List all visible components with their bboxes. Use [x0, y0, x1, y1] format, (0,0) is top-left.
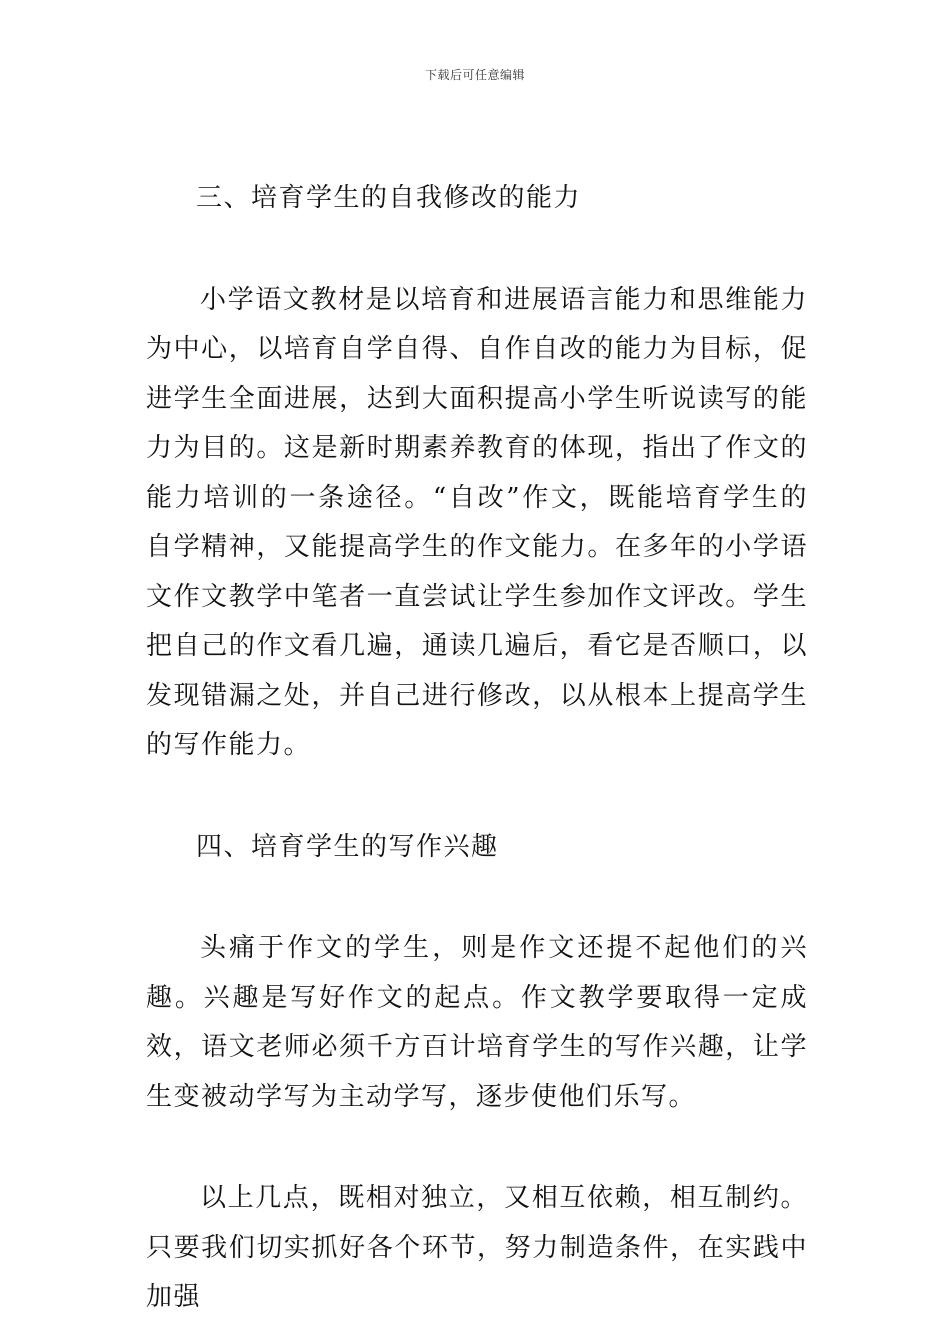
section-heading-3: 三、培育学生的自我修改的能力	[196, 183, 582, 213]
header-note: 下载后可任意编辑	[424, 68, 525, 82]
paragraph: 小学语文教材是以培育和进展语言能力和思维能力为中心，以培育自学自得、自作自改的能力为目标，促进学生全面进展，达到大面积提高小学生听说读写的能力为目的。这是新时期素养教育的体现，指出了作文的能力培训的一条途径。“自改”作文，既能培育学生的自学精神，又能提高学生的作文能力。在多年的小学语文作文教学中笔者一直尝试让学生参加作文评改。学生把自己的作文看几遍，通读几遍后，看它是否顺口，以发现错漏之处，并自己进行修改，以从根本上提高学生的写作能力。	[146, 284, 808, 760]
section-heading-4: 四、培育学生的写作兴趣	[196, 831, 499, 862]
paragraph: 头痛于作文的学生，则是作文还提不起他们的兴趣。兴趣是写好作文的起点。作文教学要取得一定成效，语文老师必须千方百计培育学生的写作兴趣，让学生变被动学写为主动学写，逐步使他们乐写。	[146, 933, 808, 1112]
paragraph: 以上几点，既相对独立，又相互依赖，相互制约。只要我们切实抓好各个环节，努力制造条件，在实践中加强	[146, 1183, 808, 1312]
document-body	[146, 174, 808, 1323]
